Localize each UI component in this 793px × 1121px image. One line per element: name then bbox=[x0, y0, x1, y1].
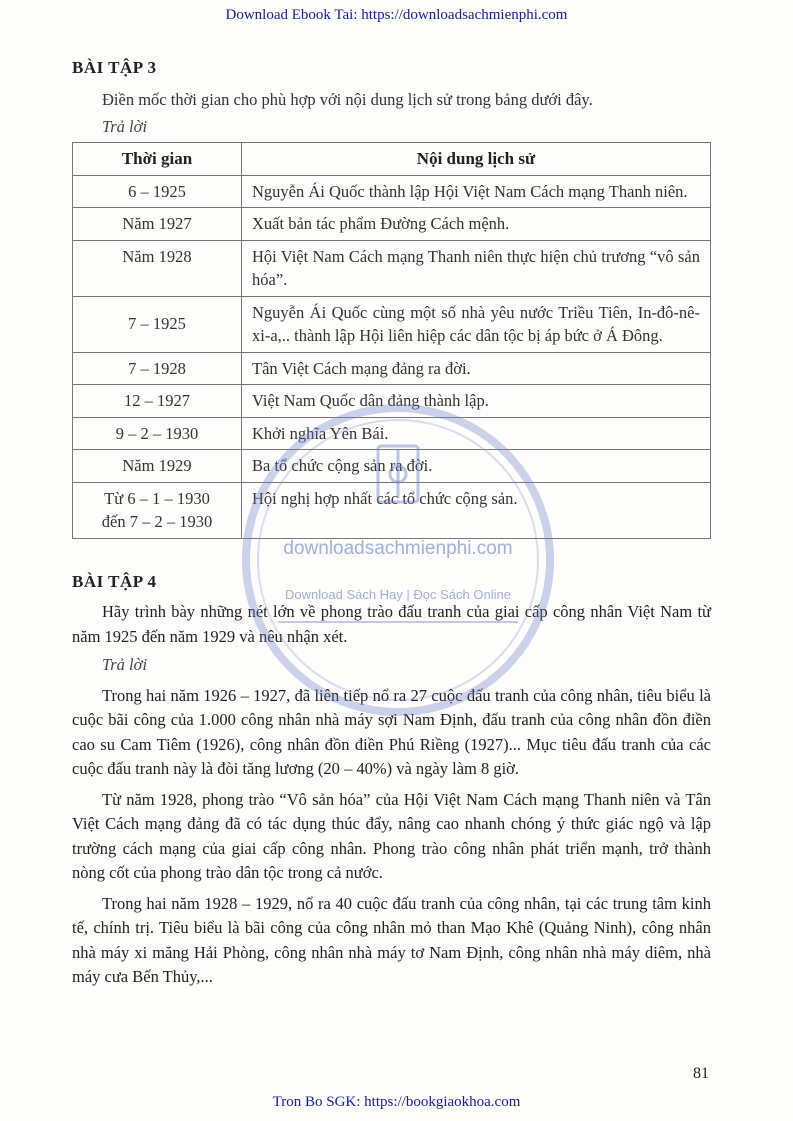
table-row bbox=[73, 385, 711, 418]
content-cell: Khởi nghĩa Yên Bái. bbox=[242, 417, 711, 450]
exercise-4-title: BÀI TẬP 4 bbox=[72, 572, 157, 591]
answer-paragraph: Trong hai năm 1928 – 1929, nổ ra 40 cuộc đấu tranh của công nhân, tại các trung tâm kinh tế, chính trị. Tiêu biểu là bãi công của công nhân mỏ than Mạo Khê (Quảng Ninh), công nhân nhà máy xi măng Hải Phòng, công nhân nhà máy tơ Nam Định, công nhân nhà máy diêm, nhà máy cưa Bến Thủy,... bbox=[72, 893, 711, 986]
time-cell: Năm 1927 bbox=[73, 208, 242, 241]
table-row bbox=[73, 296, 711, 352]
exercise-4-body bbox=[72, 600, 711, 996]
column-header-content: Nội dung lịch sử bbox=[242, 143, 711, 176]
time-cell: 6 – 1925 bbox=[73, 175, 242, 208]
table-row bbox=[73, 352, 711, 385]
table-header-row bbox=[73, 143, 711, 176]
column-header-time: Thời gian bbox=[73, 143, 242, 176]
content-cell: Nguyễn Ái Quốc thành lập Hội Việt Nam Cách mạng Thanh niên. bbox=[242, 175, 711, 208]
table-row bbox=[73, 450, 711, 483]
exercise-3-answer-label: Trả lời bbox=[102, 117, 148, 136]
table-row bbox=[73, 208, 711, 241]
content-cell: Hội nghị hợp nhất các tổ chức cộng sản. bbox=[242, 482, 711, 538]
table-row bbox=[73, 482, 711, 538]
content-cell: Xuất bản tác phẩm Đường Cách mệnh. bbox=[242, 208, 711, 241]
exercise-3-instruction: Điền mốc thời gian cho phù hợp với nội dung lịch sử trong bảng dưới đây. bbox=[102, 90, 593, 109]
page-number: 81 bbox=[693, 1065, 709, 1082]
time-cell: 7 – 1925 bbox=[73, 296, 242, 352]
exercise-3-title: BÀI TẬP 3 bbox=[72, 58, 157, 77]
content-cell: Hội Việt Nam Cách mạng Thanh niên thực hiện chủ trương “vô sản hóa”. bbox=[242, 240, 711, 296]
footer-link[interactable]: Tron Bo SGK: https://bookgiaokhoa.com bbox=[272, 1094, 521, 1110]
header-download-link[interactable]: Download Ebook Tai: https://downloadsachmienphi.com bbox=[225, 7, 568, 23]
content-cell: Việt Nam Quốc dân đảng thành lập. bbox=[242, 385, 711, 418]
exercise-4-question: Hãy trình bày những nét lớn về phong trào đấu tranh của giai cấp công nhân Việt Nam từ năm 1925 đến năm 1929 và nêu nhận xét. bbox=[72, 602, 711, 646]
table-row bbox=[73, 240, 711, 296]
time-cell bbox=[73, 482, 242, 538]
content-cell: Nguyễn Ái Quốc cùng một số nhà yêu nước Triều Tiên, In-đô-nê-xi-a,.. thành lập Hội liên hiệp các dân tộc bị áp bức ở Á Đông. bbox=[242, 296, 711, 352]
content-cell: Tân Việt Cách mạng đảng ra đời. bbox=[242, 352, 711, 385]
time-cell: 9 – 2 – 1930 bbox=[73, 417, 242, 450]
history-timeline-table bbox=[72, 142, 711, 539]
watermark-site-text: downloadsachmienphi.com bbox=[283, 538, 513, 559]
time-range-end: đến 7 – 2 – 1930 bbox=[101, 512, 213, 531]
content-cell: Ba tổ chức cộng sản ra đời. bbox=[242, 450, 711, 483]
table-row bbox=[73, 417, 711, 450]
watermark-tagline: Download Sách Hay | Đọc Sách Online bbox=[285, 587, 511, 602]
time-cell: Năm 1929 bbox=[73, 450, 242, 483]
time-cell: 12 – 1927 bbox=[73, 385, 242, 418]
answer-paragraph: Từ năm 1928, phong trào “Vô sản hóa” của Hội Việt Nam Cách mạng Thanh niên và Tân Việt Cách mạng đảng đã có tác dụng thúc đẩy, nâng cao nhanh chóng ý thức giác ngộ và lập trường cách mạng của giai cấp công nhân. Phong trào công nhân phát triển mạnh, trở thành nòng cốt của phong trào dân tộc trong cả nước. bbox=[72, 789, 711, 882]
time-cell: Năm 1928 bbox=[73, 240, 242, 296]
time-range-start: Từ 6 – 1 – 1930 bbox=[104, 488, 210, 508]
answer-paragraph: Trong hai năm 1926 – 1927, đã liên tiếp nổ ra 27 cuộc đấu tranh của công nhân, tiêu biểu là cuộc bãi công của 1.000 công nhân nhà máy sợi Nam Định, đấu tranh của công nhân đồn điền cao su Cam Tiêm (1926), công nhân đồn điền Phú Riềng (1927)... Mục tiêu đấu tranh của các cuộc đấu tranh này là đòi tăng lương (20 – 40%) và ngày làm 8 giờ. bbox=[72, 685, 711, 778]
time-cell: 7 – 1928 bbox=[73, 352, 242, 385]
table-row bbox=[73, 175, 711, 208]
exercise-4-answer-label: Trả lời bbox=[102, 655, 148, 674]
